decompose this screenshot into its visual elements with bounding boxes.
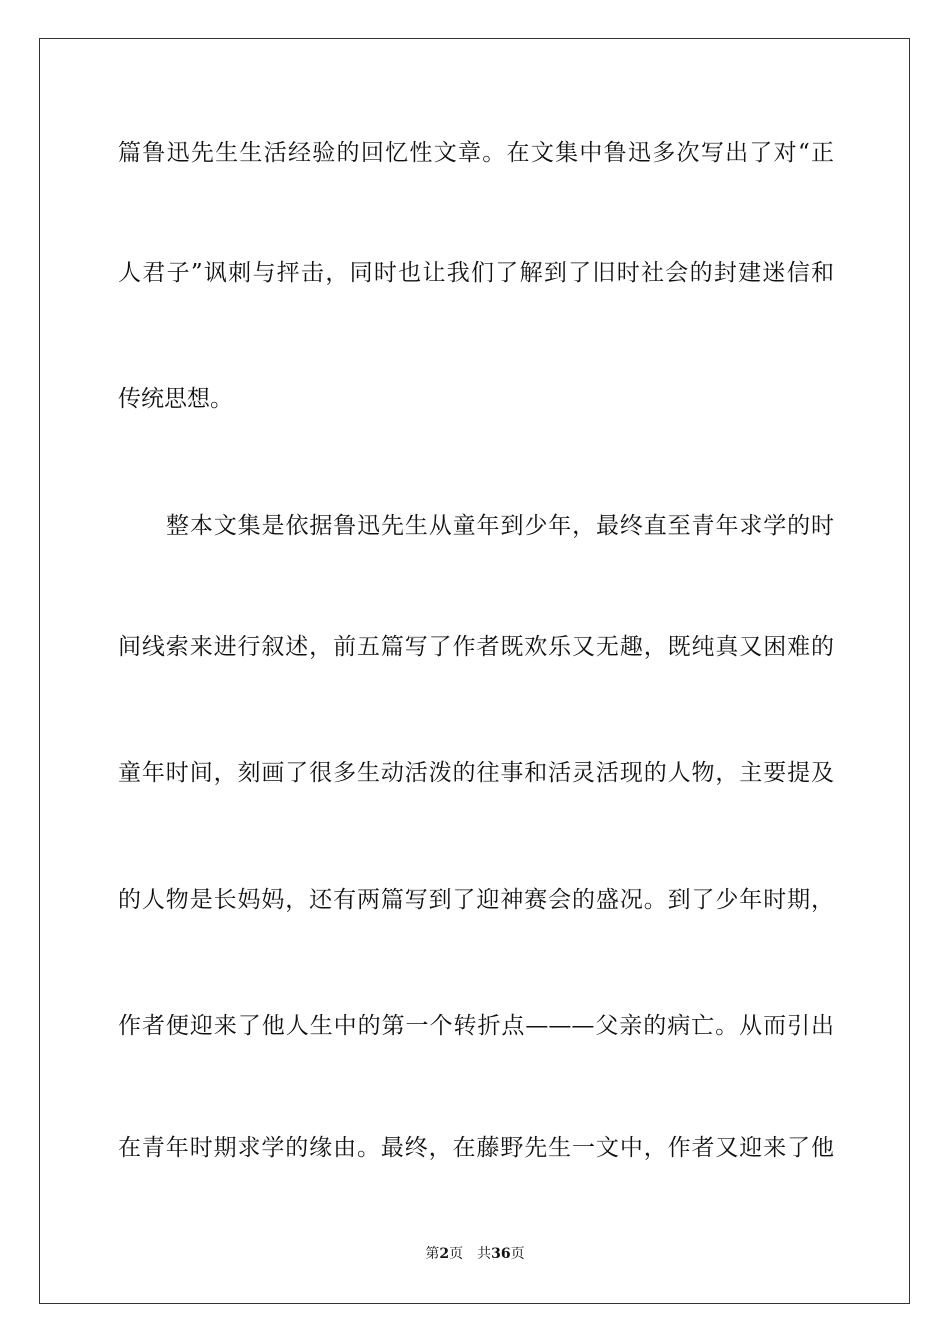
- text-line: 篇鲁迅先生生活经验的回忆性文章。在文集中鲁迅多次写出了对“正: [118, 140, 834, 166]
- text-line: 在青年时期求学的缘由。最终，在藤野先生一文中，作者又迎来了他: [118, 1135, 834, 1161]
- text-line: 传统思想。: [118, 386, 233, 412]
- footer-total-suffix: 页: [510, 1246, 525, 1262]
- footer-total-prefix: 共: [477, 1246, 492, 1262]
- text-line: 间线索来进行叙述，前五篇写了作者既欢乐又无趣，既纯真又困难的: [118, 634, 834, 660]
- text-line: 整本文集是依据鲁迅先生从童年到少年，最终直至青年求学的时: [166, 513, 834, 539]
- page-footer: [0, 1245, 950, 1263]
- text-line: 童年时间，刻画了很多生动活泼的往事和活灵活现的人物，主要提及: [118, 760, 834, 786]
- text-line: 人君子”讽刺与抨击，同时也让我们了解到了旧时社会的封建迷信和: [118, 260, 834, 286]
- footer-page-suffix: 页: [449, 1246, 464, 1262]
- footer-page-number: 2: [439, 1246, 450, 1262]
- footer-total-pages: 36: [491, 1246, 511, 1262]
- page-border: [39, 38, 910, 1304]
- text-line: 的人物是长妈妈，还有两篇写到了迎神赛会的盛况。到了少年时期，: [118, 887, 834, 913]
- footer-page-prefix: 第: [425, 1246, 440, 1262]
- text-line: 作者便迎来了他人生中的第一个转折点———父亲的病亡。从而引出: [118, 1013, 834, 1039]
